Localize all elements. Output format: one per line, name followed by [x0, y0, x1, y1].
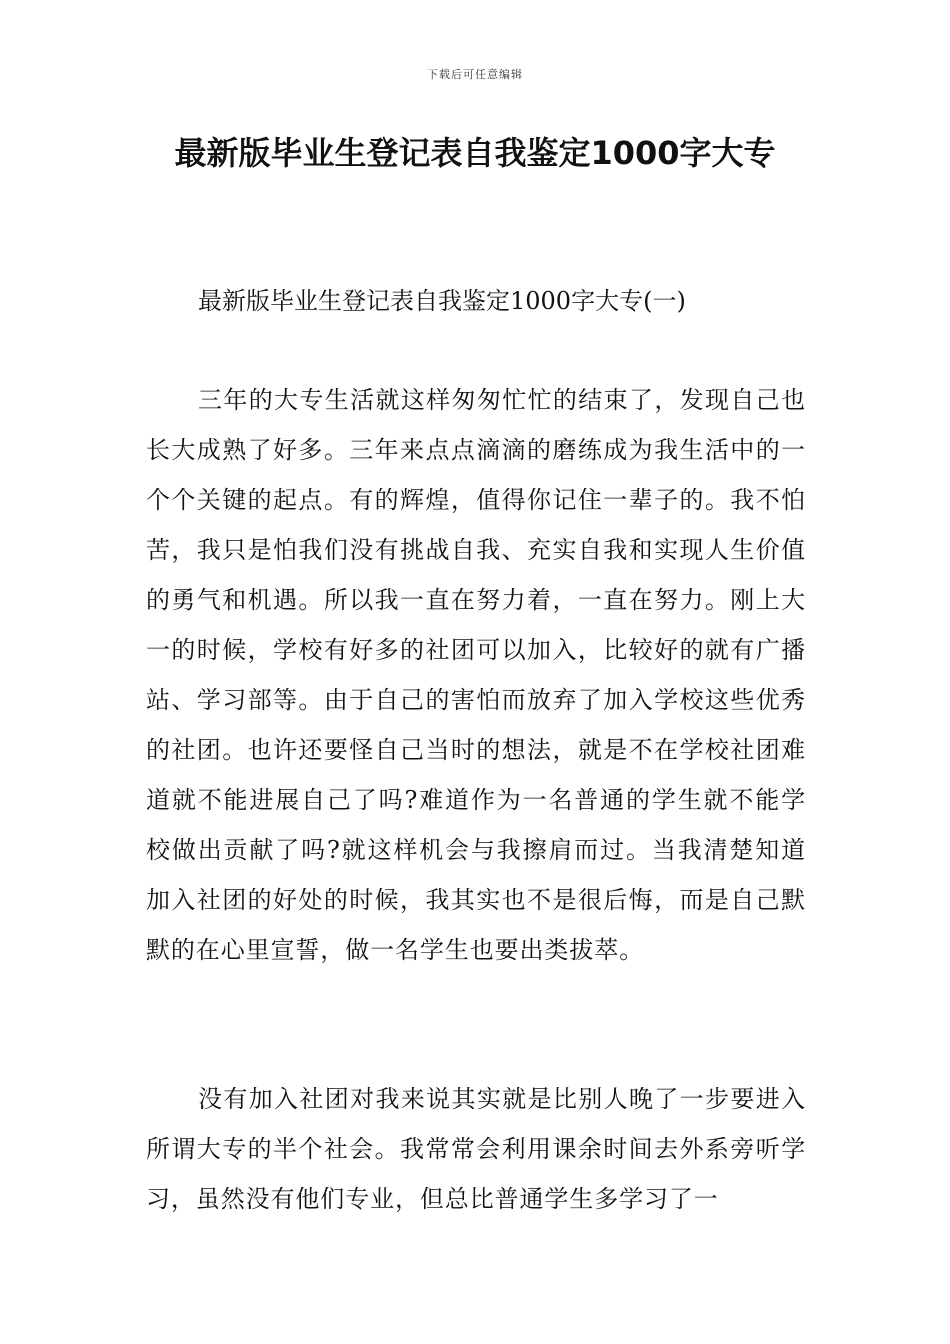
- document-title: 最新版毕业生登记表自我鉴定1000字大专: [174, 134, 776, 172]
- body-paragraph: 三年的大专生活就这样匆匆忙忙的结束了，发现自己也长大成熟了好多。三年来点点滴滴的磨练成为我生活中的一个个关键的起点。有的辉煌，值得你记住一辈子的。我不怕苦，我只是怕我们没有挑战自我、充实自我和实现人生价值的勇气和机遇。所以我一直在努力着，一直在努力。刚上大一的时候，学校有好多的社团可以加入，比较好的就有广播站、学习部等。由于自己的害怕而放弃了加入学校这些优秀的社团。也许还要怪自己当时的想法，就是不在学校社团难道就不能进展自己了吗?难道作为一名普通的学生就不能学校做出贡献了吗?就这样机会与我擦肩而过。当我清楚知道加入社团的好处的时候，我其实也不是很后悔，而是自己默默的在心里宣誓，做一名学生也要出类拔萃。: [146, 386, 806, 964]
- header-note: 下载后可任意编辑: [427, 68, 523, 81]
- body-paragraph: 没有加入社团对我来说其实就是比别人晚了一步要进入所谓大专的半个社会。我常常会利用课余时间去外系旁听学习，虽然没有他们专业，但总比普通学生多学习了一: [146, 1085, 806, 1213]
- section-heading: 最新版毕业生登记表自我鉴定1000字大专(一): [198, 287, 686, 315]
